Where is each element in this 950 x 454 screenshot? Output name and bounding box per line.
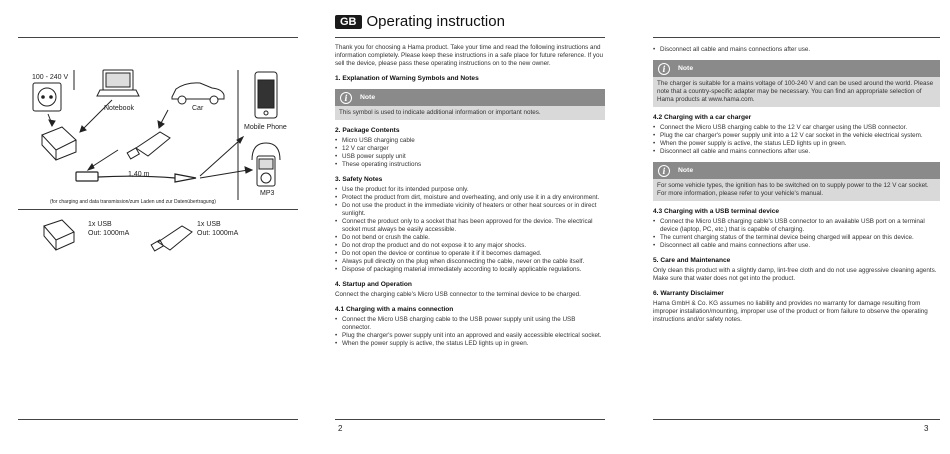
safety-list: [335, 186, 605, 274]
page-number-3: 3: [924, 424, 929, 433]
section-4-1-title: 4.1 Charging with a mains connection: [335, 306, 454, 313]
info-icon: i: [340, 92, 352, 104]
illustration-caption: (for charging and data transmission/zum Laden und zur Datenübertragung): [50, 199, 216, 205]
page-number-2: 2: [338, 424, 343, 433]
usb-cable-icon: [76, 172, 196, 182]
info-icon: i: [658, 165, 670, 177]
language-badge: GB: [335, 15, 362, 29]
list-item: • When the power supply is active, the status LED lights up in green.: [335, 340, 605, 348]
section-6-text: Hama GmbH & Co. KG assumes no liability and provides no warranty for damage resulting from improper installation/mounting, improper use of the product or from failure to observe the operating instructions and/or safety notes.: [653, 300, 928, 323]
middle-top-rule: [335, 37, 605, 38]
label-mp3: MP3: [260, 190, 275, 197]
list-item: • Plug the charger's power supply unit into an approved and easily accessible electrical socket.: [335, 332, 605, 340]
wall-socket-icon: [33, 83, 61, 111]
list-item: • Connect the Micro USB charging cable's USB connector to an available USB port on a terminal device (laptop, PC, etc.) that is capable of charging.: [653, 218, 940, 234]
list-item: • When the power supply is active, the status LED lights up in green.: [653, 140, 940, 148]
list-item: • Disconnect all cable and mains connections after use.: [653, 242, 940, 250]
list-item: • Connect the Micro USB charging cable to the USB power supply unit using the USB connector.: [335, 316, 605, 332]
list-item: • Connect the product only to a socket that has been approved for the device. The electrical socket must always be easily accessible.: [335, 218, 605, 234]
list-item: • USB power supply unit: [335, 153, 605, 161]
section-1-title: 1. Explanation of Warning Symbols and Notes: [335, 75, 479, 82]
section-6-title: 6. Warranty Disclaimer: [653, 290, 724, 297]
car-charger-spec-icon: [150, 222, 196, 252]
car-icon: [172, 83, 224, 104]
middle-bottom-rule: [335, 419, 605, 420]
note-box-3: [653, 162, 940, 201]
label-mobile-phone: Mobile Phone: [244, 124, 287, 131]
left-bottom-rule: [18, 419, 298, 420]
right-top-rule: [653, 37, 940, 38]
label-cable-length: 1,40 m: [128, 171, 150, 178]
middle-column: [335, 44, 605, 348]
spec1-line1: 1x USB: [88, 221, 112, 228]
spec2-line2: Out: 1000mA: [197, 230, 239, 237]
list-item: • Do not open the device or continue to operate it if it becomes damaged.: [335, 250, 605, 258]
notebook-icon: [97, 70, 139, 96]
mobile-phone-icon: [255, 72, 277, 118]
page-title: [335, 13, 505, 30]
package-list: [335, 137, 605, 169]
left-mid-rule: [18, 209, 298, 210]
label-car: Car: [192, 105, 204, 112]
note-box-2: [653, 60, 940, 107]
list-item: • Do not use the product in the immediate vicinity of heaters or other heat sources or in direct sunlight.: [335, 202, 605, 218]
section-5-title: 5. Care and Maintenance: [653, 257, 731, 264]
note-label: Note: [678, 64, 694, 72]
intro-text: Thank you for choosing a Hama product. Take your time and read the following instructions and information completely. Please keep these instructions in a safe place for future reference. If you sell the device, please pass these operating instructions on to the new owner.: [335, 44, 603, 67]
label-notebook: Notebook: [104, 105, 134, 112]
list-item: • Always pull directly on the plug when disconnecting the cable, never on the cable itself.: [335, 258, 605, 266]
list-item: • Do not bend or crush the cable.: [335, 234, 605, 242]
label-voltage: 100 - 240 V: [32, 74, 69, 81]
mp3-player-icon: [252, 143, 280, 186]
connection-diagram: [0, 0, 300, 200]
spec2-line1: 1x USB: [197, 221, 221, 228]
list-item: • 12 V car charger: [335, 145, 605, 153]
spec1-line2: Out: 1000mA: [88, 230, 130, 237]
list-item: • Disconnect all cable and mains connections after use.: [653, 148, 940, 156]
list-item: • Plug the car charger's power supply unit into a 12 V car socket in the vehicle electrical system.: [653, 132, 940, 140]
note-text: This symbol is used to indicate additional information or important notes.: [335, 106, 605, 120]
note-box-1: [335, 89, 605, 120]
note-label: Note: [360, 93, 376, 101]
list-item: • Connect the Micro USB charging cable to the 12 V car charger using the USB connector.: [653, 124, 940, 132]
top-list: [653, 46, 940, 54]
note-text: The charger is suitable for a mains voltage of 100-240 V and can be used around the world. Please note that a country-specific adapter may be necessary. You can find an appropriate selection of Hama products at www.hama.com.: [653, 77, 940, 107]
section-4-3-title: 4.3 Charging with a USB terminal device: [653, 208, 780, 215]
wall-charger-spec-icon: [40, 218, 80, 254]
usb-list: [653, 218, 940, 250]
section-3-title: 3. Safety Notes: [335, 176, 383, 183]
note-text: For some vehicle types, the ignition has to be switched on to supply power to the 12 V car socket. For more information, please refer to your vehicle's manual.: [653, 179, 940, 201]
section-4-2-title: 4.2 Charging with a car charger: [653, 114, 752, 121]
list-item: • Dispose of packaging material immediately according to locally applicable regulations.: [335, 266, 605, 274]
car-list: [653, 124, 940, 156]
car-charger-icon: [127, 132, 170, 159]
list-item: • The current charging status of the terminal device being charged will appear on this device.: [653, 234, 940, 242]
note-label: Note: [678, 166, 694, 174]
title-text: Operating instruction: [366, 13, 505, 30]
wall-charger-icon: [42, 127, 76, 160]
section-4-title: 4. Startup and Operation: [335, 281, 412, 288]
section-4-text: Connect the charging cable's Micro USB connector to the terminal device to be charged.: [335, 291, 581, 298]
section-2-title: 2. Package Contents: [335, 127, 400, 134]
section-5-text: Only clean this product with a slightly damp, lint-free cloth and do not use aggressive cleaning agents. Make sure that water does not get into the product.: [653, 267, 937, 282]
list-item: • These operating instructions: [335, 161, 605, 169]
list-item: • Micro USB charging cable: [335, 137, 605, 145]
info-icon: i: [658, 63, 670, 75]
list-item: • Protect the product from dirt, moisture and overheating, and only use it in a dry environment.: [335, 194, 605, 202]
right-bottom-rule: [653, 419, 940, 420]
mains-list: [335, 316, 605, 348]
list-item: • Use the product for its intended purpose only.: [335, 186, 605, 194]
list-item: • Disconnect all cable and mains connections after use.: [653, 46, 940, 54]
list-item: • Do not drop the product and do not expose it to any major shocks.: [335, 242, 605, 250]
right-column: [653, 46, 940, 324]
